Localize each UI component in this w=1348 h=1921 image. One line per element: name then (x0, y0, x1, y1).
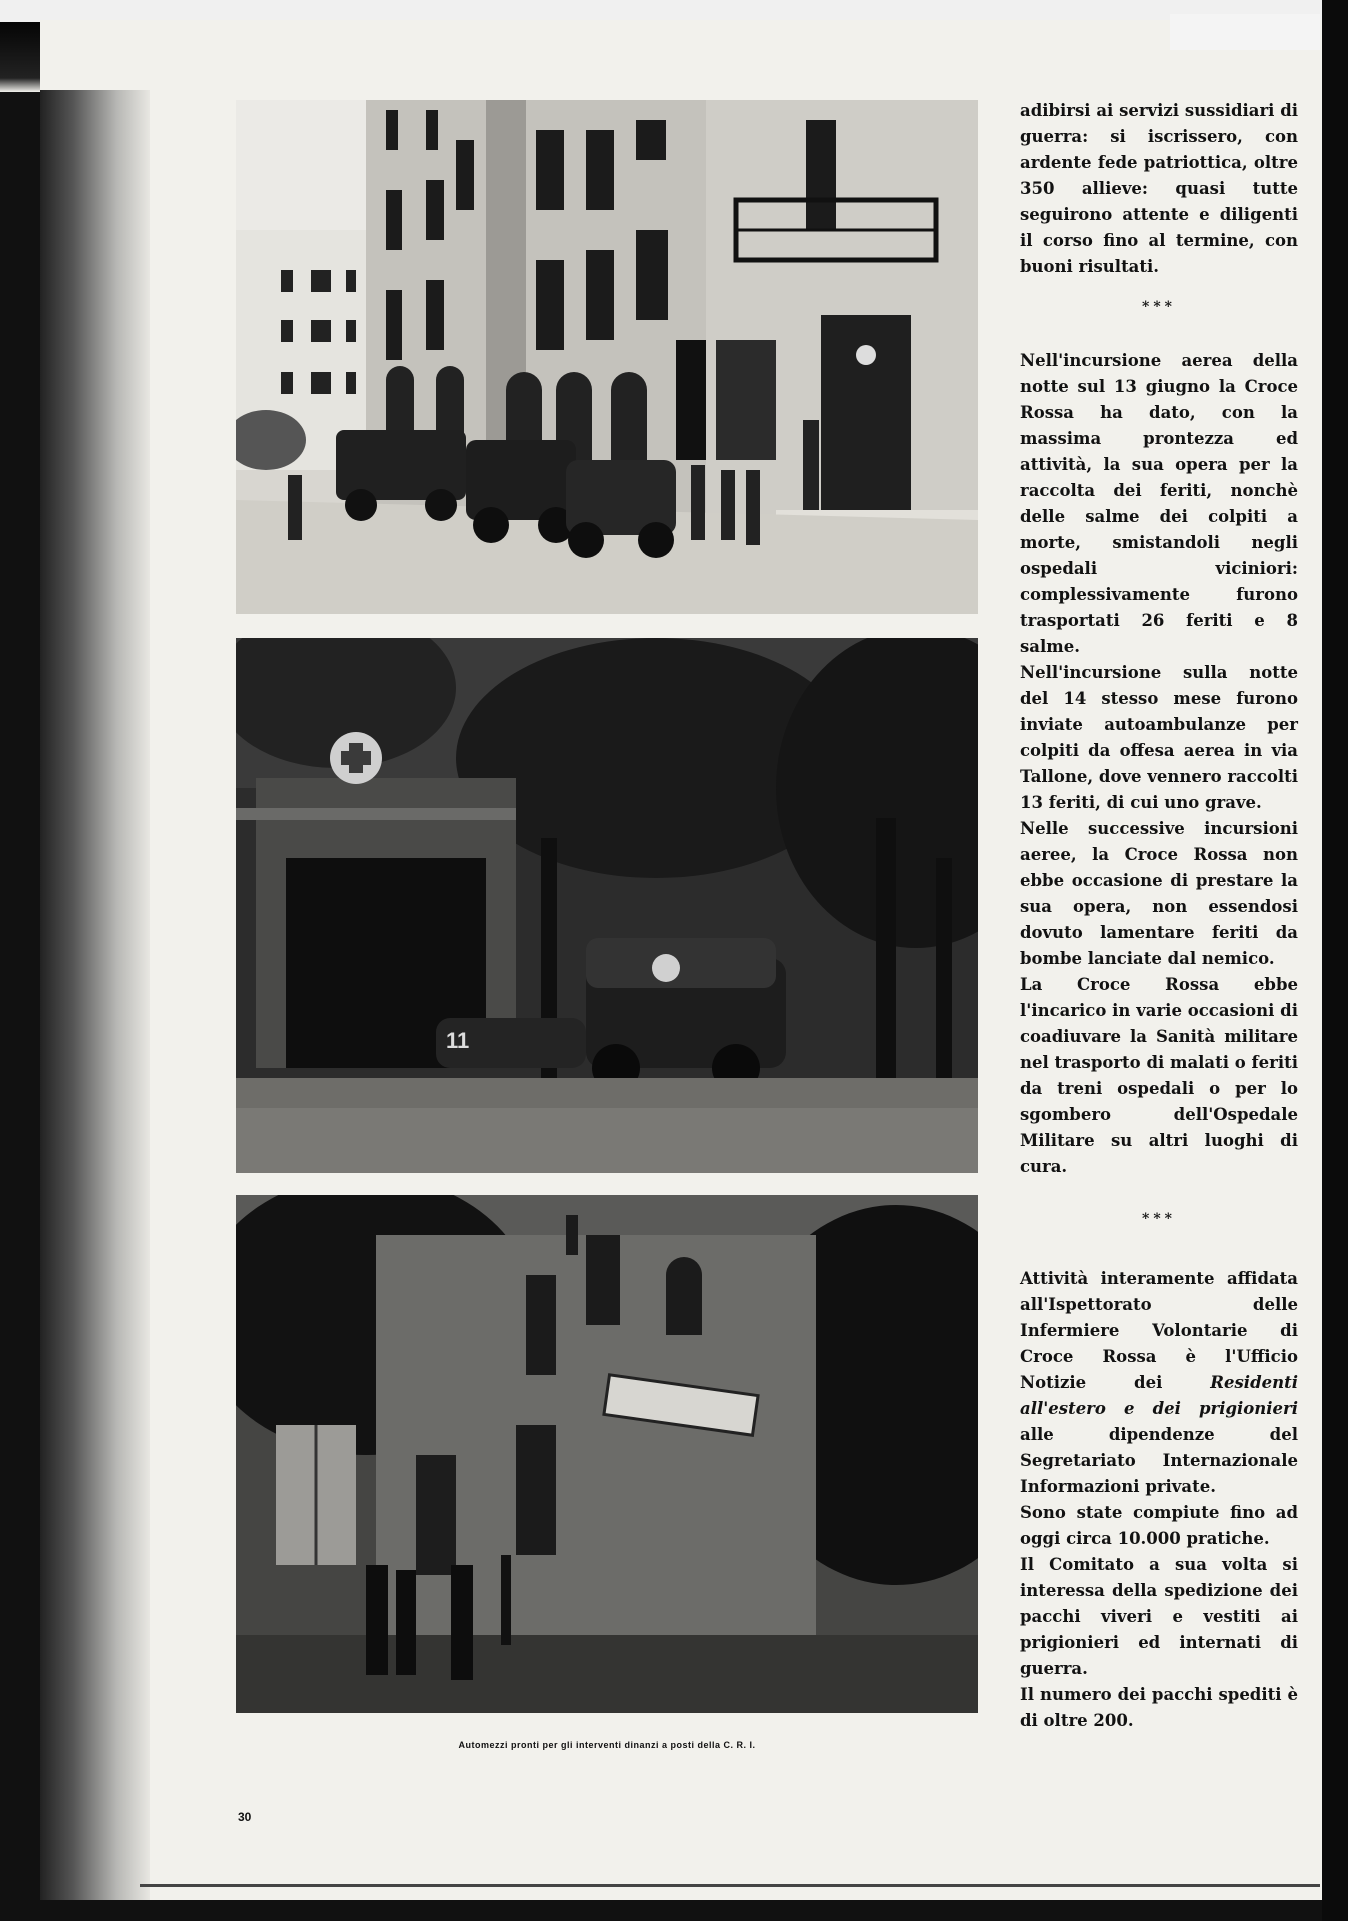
paragraph-text: Attività interamente affidata all'Ispettorato delle Infermiere Volontarie di Croce Rossa è l'Ufficio Notizie dei (1020, 1269, 1298, 1392)
paragraph: La Croce Rossa ebbe l'incarico in varie occasioni di coadiuvare la Sanità militare nel trasporto di malati o feriti da treni ospedali o per lo sgombero dell'Ospedale Militare su altri luoghi di cura. (1020, 975, 1298, 1176)
article-column (1020, 98, 1298, 1734)
paragraph (1020, 1266, 1298, 1500)
section-separator: *** (1142, 1211, 1176, 1227)
svg-text:11: 11 (446, 1028, 470, 1053)
scan-right-edge (1322, 0, 1348, 1921)
photo-ambulance-gate-image (236, 638, 978, 1173)
scan-top-margin (0, 0, 1348, 22)
section-separator: *** (1142, 299, 1176, 315)
photo-caption: Automezzi pronti per gli interventi dinanzi a posti della C. R. I. (458, 1740, 756, 1750)
paragraph-text: alle dipendenze del Segretariato Internazionale Informazioni private. (1020, 1425, 1298, 1496)
paragraph: Il Comitato a sua volta si interessa della spedizione dei pacchi viveri e vestiti ai prigionieri ed internati di guerra. (1020, 1555, 1298, 1678)
paragraph: Nell'incursione aerea della notte sul 13 giugno la Croce Rossa ha dato, con la massima prontezza ed attività, la sua opera per la raccolta dei feriti, nonchè delle salme dei colpiti a morte, smistandoli negli ospedali viciniori: complessivamente furono trasportati 26 feriti e 8 salme. (1020, 351, 1298, 656)
paragraph: Il numero dei pacchi spediti è di oltre 200. (1020, 1685, 1298, 1730)
photo-building-sign-image (236, 1195, 978, 1713)
paragraph: Nelle successive incursioni aeree, la Croce Rossa non ebbe occasione di prestare la sua opera, non essendosi dovuto lamentare feriti da bombe lanciate dal nemico. (1020, 819, 1298, 968)
scan-top-tab (1170, 14, 1320, 50)
scan-gutter-shadow (40, 90, 150, 1900)
photo-building-sign (236, 1195, 978, 1713)
photo-ambulance-gate (236, 638, 978, 1173)
paragraph: Sono state compiute fino ad oggi circa 10.000 pratiche. (1020, 1503, 1298, 1548)
page-number: 30 (238, 1810, 252, 1824)
paragraph: Nell'incursione sulla notte del 14 stesso mese furono inviate autoambulanze per colpiti da offesa aerea in via Tallone, dove vennero raccolti 13 feriti, di cui uno grave. (1020, 663, 1298, 812)
paragraph: adibirsi ai servizi sussidiari di guerra: si iscrissero, con ardente fede patriottica, oltre 350 allieve: quasi tutte seguirono attente e diligenti il corso fino al termine, con buoni risultati. (1020, 101, 1298, 276)
scan-bottom-line (140, 1884, 1320, 1887)
paragraph-emphasis: Residenti all'estero e dei prigionieri (1020, 1373, 1298, 1418)
photo-building-ambulances-image (236, 100, 978, 614)
photo-building-ambulances (236, 100, 978, 614)
